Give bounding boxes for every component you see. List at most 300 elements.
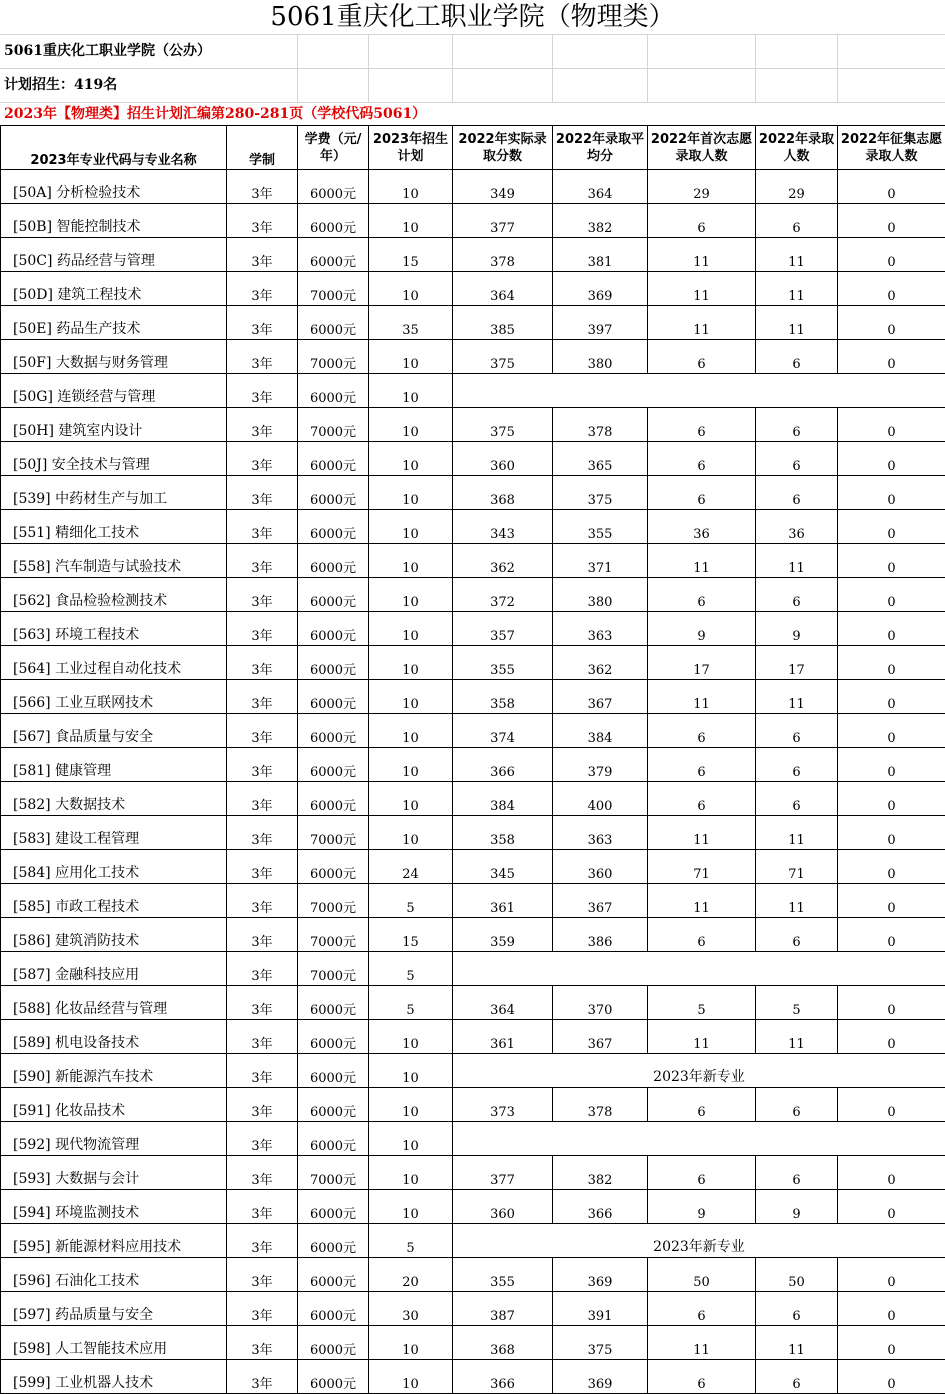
admitted-cell: 6	[756, 782, 838, 816]
score-cell: 361	[453, 1020, 553, 1054]
admitted-cell: 36	[756, 510, 838, 544]
first-cell: 6	[648, 918, 756, 952]
first-cell: 6	[648, 476, 756, 510]
first-cell: 9	[648, 612, 756, 646]
first-cell: 71	[648, 850, 756, 884]
avg-cell: 362	[553, 646, 648, 680]
first-cell: 11	[648, 884, 756, 918]
school-line: 5061重庆化工职业学院（公办）	[0, 35, 945, 69]
fee-cell: 6000元	[298, 850, 369, 884]
score-cell: 343	[453, 510, 553, 544]
major-name-cell: [584] 应用化工技术	[1, 850, 227, 884]
major-name-cell: [566] 工业互联网技术	[1, 680, 227, 714]
table-row	[1, 340, 945, 374]
extra-cell: 0	[838, 884, 945, 918]
table-row	[1, 476, 945, 510]
first-cell: 5	[648, 986, 756, 1020]
years-cell: 3年	[227, 816, 298, 850]
years-cell: 3年	[227, 578, 298, 612]
fee-cell: 6000元	[298, 1054, 369, 1088]
score-cell: 387	[453, 1292, 553, 1326]
first-cell: 36	[648, 510, 756, 544]
first-cell: 6	[648, 340, 756, 374]
years-cell: 3年	[227, 1258, 298, 1292]
extra-cell: 0	[838, 1156, 945, 1190]
fee-cell: 7000元	[298, 272, 369, 306]
years-cell: 3年	[227, 782, 298, 816]
extra-cell: 0	[838, 850, 945, 884]
major-name-cell: [50D] 建筑工程技术	[1, 272, 227, 306]
years-cell: 3年	[227, 884, 298, 918]
header-years: 学制	[227, 126, 298, 170]
score-cell: 355	[453, 1258, 553, 1292]
major-name-cell: [558] 汽车制造与试验技术	[1, 544, 227, 578]
caption: 2023年【物理类】招生计划汇编第280-281页（学校代码5061）	[0, 103, 945, 125]
merged-note-cell: 2023年新专业	[453, 1054, 945, 1088]
fee-cell: 6000元	[298, 1224, 369, 1258]
major-name-cell: [586] 建筑消防技术	[1, 918, 227, 952]
years-cell: 3年	[227, 1190, 298, 1224]
header-plan: 2023年招生计划	[369, 126, 453, 170]
admitted-cell: 9	[756, 612, 838, 646]
years-cell: 3年	[227, 340, 298, 374]
major-name-cell: [50C] 药品经营与管理	[1, 238, 227, 272]
avg-cell: 363	[553, 612, 648, 646]
years-cell: 3年	[227, 918, 298, 952]
avg-cell: 384	[553, 714, 648, 748]
table-row	[1, 1190, 945, 1224]
fee-cell: 6000元	[298, 782, 369, 816]
table-row	[1, 918, 945, 952]
admitted-cell: 6	[756, 340, 838, 374]
fee-cell: 6000元	[298, 714, 369, 748]
extra-cell: 0	[838, 918, 945, 952]
table-row	[1, 1156, 945, 1190]
score-cell: 377	[453, 204, 553, 238]
plan-cell: 5	[369, 884, 453, 918]
plan-line: 计划招生：419名	[0, 69, 945, 103]
plan-cell: 10	[369, 1326, 453, 1360]
major-name-cell: [595] 新能源材料应用技术	[1, 1224, 227, 1258]
header-score: 2022年实际录取分数	[453, 126, 553, 170]
fee-cell: 6000元	[298, 1360, 369, 1394]
admission-table	[0, 125, 945, 1394]
admitted-cell: 6	[756, 1292, 838, 1326]
major-name-cell: [50F] 大数据与财务管理	[1, 340, 227, 374]
years-cell: 3年	[227, 1088, 298, 1122]
major-name-cell: [50A] 分析检验技术	[1, 170, 227, 204]
admitted-cell: 6	[756, 918, 838, 952]
first-cell: 11	[648, 272, 756, 306]
extra-cell: 0	[838, 1190, 945, 1224]
major-name-cell: [587] 金融科技应用	[1, 952, 227, 986]
plan-cell: 10	[369, 1122, 453, 1156]
first-cell: 6	[648, 578, 756, 612]
score-cell: 375	[453, 340, 553, 374]
major-name-cell: [593] 大数据与会计	[1, 1156, 227, 1190]
table-row	[1, 1088, 945, 1122]
plan-cell: 15	[369, 918, 453, 952]
avg-cell: 391	[553, 1292, 648, 1326]
merged-note-cell: 2023年新专业	[453, 1224, 945, 1258]
table-row	[1, 1020, 945, 1054]
extra-cell: 0	[838, 1258, 945, 1292]
plan-cell: 10	[369, 748, 453, 782]
fee-cell: 7000元	[298, 952, 369, 986]
fee-cell: 6000元	[298, 1258, 369, 1292]
merged-note-cell	[453, 1122, 945, 1156]
first-cell: 6	[648, 748, 756, 782]
extra-cell: 0	[838, 1326, 945, 1360]
fee-cell: 6000元	[298, 1122, 369, 1156]
major-name-cell: [50H] 建筑室内设计	[1, 408, 227, 442]
score-cell: 364	[453, 986, 553, 1020]
extra-cell: 0	[838, 1088, 945, 1122]
merged-note-cell	[453, 952, 945, 986]
table-row	[1, 170, 945, 204]
fee-cell: 7000元	[298, 1156, 369, 1190]
fee-cell: 7000元	[298, 884, 369, 918]
years-cell: 3年	[227, 204, 298, 238]
first-cell: 17	[648, 646, 756, 680]
table-row	[1, 646, 945, 680]
avg-cell: 380	[553, 578, 648, 612]
major-name-cell: [594] 环境监测技术	[1, 1190, 227, 1224]
plan-cell: 10	[369, 544, 453, 578]
fee-cell: 6000元	[298, 1190, 369, 1224]
fee-cell: 6000元	[298, 1326, 369, 1360]
years-cell: 3年	[227, 272, 298, 306]
score-cell: 360	[453, 442, 553, 476]
extra-cell: 0	[838, 578, 945, 612]
table-row	[1, 1224, 945, 1258]
table-row	[1, 748, 945, 782]
major-name-cell: [50E] 药品生产技术	[1, 306, 227, 340]
score-cell: 362	[453, 544, 553, 578]
plan-cell: 24	[369, 850, 453, 884]
years-cell: 3年	[227, 748, 298, 782]
admitted-cell: 6	[756, 476, 838, 510]
fee-cell: 6000元	[298, 306, 369, 340]
table-row	[1, 238, 945, 272]
years-cell: 3年	[227, 680, 298, 714]
major-name-cell: [562] 食品检验检测技术	[1, 578, 227, 612]
major-name-cell: [588] 化妆品经营与管理	[1, 986, 227, 1020]
first-cell: 11	[648, 1326, 756, 1360]
admitted-cell: 29	[756, 170, 838, 204]
table-row	[1, 510, 945, 544]
first-cell: 11	[648, 816, 756, 850]
first-cell: 9	[648, 1190, 756, 1224]
score-cell: 373	[453, 1088, 553, 1122]
major-name-cell: [591] 化妆品技术	[1, 1088, 227, 1122]
avg-cell: 386	[553, 918, 648, 952]
header-major: 2023年专业代码与专业名称	[1, 126, 227, 170]
avg-cell: 367	[553, 680, 648, 714]
table-row	[1, 612, 945, 646]
major-name-cell: [589] 机电设备技术	[1, 1020, 227, 1054]
first-cell: 11	[648, 238, 756, 272]
extra-cell: 0	[838, 442, 945, 476]
years-cell: 3年	[227, 850, 298, 884]
table-row	[1, 272, 945, 306]
years-cell: 3年	[227, 408, 298, 442]
plan-cell: 5	[369, 986, 453, 1020]
admitted-cell: 6	[756, 1088, 838, 1122]
avg-cell: 365	[553, 442, 648, 476]
score-cell: 372	[453, 578, 553, 612]
admitted-cell: 6	[756, 442, 838, 476]
first-cell: 6	[648, 1156, 756, 1190]
years-cell: 3年	[227, 986, 298, 1020]
admitted-cell: 11	[756, 1020, 838, 1054]
plan-cell: 10	[369, 714, 453, 748]
extra-cell: 0	[838, 782, 945, 816]
plan-cell: 10	[369, 1020, 453, 1054]
plan-cell: 10	[369, 476, 453, 510]
avg-cell: 380	[553, 340, 648, 374]
merged-note-cell	[453, 374, 945, 408]
avg-cell: 363	[553, 816, 648, 850]
extra-cell: 0	[838, 748, 945, 782]
table-row	[1, 408, 945, 442]
header-admitted: 2022年录取人数	[756, 126, 838, 170]
avg-cell: 371	[553, 544, 648, 578]
years-cell: 3年	[227, 1326, 298, 1360]
table-row	[1, 680, 945, 714]
admitted-cell: 9	[756, 1190, 838, 1224]
avg-cell: 355	[553, 510, 648, 544]
major-name-cell: [50J] 安全技术与管理	[1, 442, 227, 476]
fee-cell: 6000元	[298, 476, 369, 510]
page-title: 5061重庆化工职业学院（物理类）	[0, 0, 945, 35]
avg-cell: 369	[553, 1258, 648, 1292]
plan-cell: 10	[369, 1190, 453, 1224]
first-cell: 11	[648, 1020, 756, 1054]
avg-cell: 369	[553, 272, 648, 306]
plan-cell: 20	[369, 1258, 453, 1292]
admitted-cell: 11	[756, 680, 838, 714]
score-cell: 366	[453, 748, 553, 782]
table-row	[1, 442, 945, 476]
score-cell: 375	[453, 408, 553, 442]
table-row	[1, 204, 945, 238]
fee-cell: 6000元	[298, 748, 369, 782]
fee-cell: 7000元	[298, 918, 369, 952]
fee-cell: 6000元	[298, 1088, 369, 1122]
first-cell: 6	[648, 1088, 756, 1122]
plan-cell: 10	[369, 204, 453, 238]
years-cell: 3年	[227, 1054, 298, 1088]
years-cell: 3年	[227, 510, 298, 544]
table-row	[1, 374, 945, 408]
major-name-cell: [585] 市政工程技术	[1, 884, 227, 918]
plan-cell: 10	[369, 374, 453, 408]
years-cell: 3年	[227, 952, 298, 986]
years-cell: 3年	[227, 170, 298, 204]
fee-cell: 6000元	[298, 578, 369, 612]
score-cell: 377	[453, 1156, 553, 1190]
header-extra: 2022年征集志愿录取人数	[838, 126, 945, 170]
major-name-cell: [592] 现代物流管理	[1, 1122, 227, 1156]
plan-cell: 10	[369, 340, 453, 374]
first-cell: 6	[648, 782, 756, 816]
score-cell: 374	[453, 714, 553, 748]
avg-cell: 369	[553, 1360, 648, 1394]
first-cell: 6	[648, 1292, 756, 1326]
plan-cell: 10	[369, 1156, 453, 1190]
avg-cell: 367	[553, 884, 648, 918]
score-cell: 368	[453, 476, 553, 510]
table-row	[1, 578, 945, 612]
table-row	[1, 782, 945, 816]
fee-cell: 6000元	[298, 680, 369, 714]
extra-cell: 0	[838, 476, 945, 510]
years-cell: 3年	[227, 612, 298, 646]
fee-cell: 6000元	[298, 238, 369, 272]
admitted-cell: 11	[756, 306, 838, 340]
major-name-cell: [599] 工业机器人技术	[1, 1360, 227, 1394]
plan-cell: 10	[369, 272, 453, 306]
first-cell: 11	[648, 680, 756, 714]
plan-cell: 30	[369, 1292, 453, 1326]
major-name-cell: [50B] 智能控制技术	[1, 204, 227, 238]
avg-cell: 381	[553, 238, 648, 272]
plan-cell: 35	[369, 306, 453, 340]
extra-cell: 0	[838, 204, 945, 238]
extra-cell: 0	[838, 986, 945, 1020]
plan-cell: 10	[369, 680, 453, 714]
score-cell: 358	[453, 680, 553, 714]
extra-cell: 0	[838, 272, 945, 306]
plan-cell: 5	[369, 1224, 453, 1258]
first-cell: 6	[648, 442, 756, 476]
avg-cell: 370	[553, 986, 648, 1020]
major-name-cell: [590] 新能源汽车技术	[1, 1054, 227, 1088]
score-cell: 368	[453, 1326, 553, 1360]
extra-cell: 0	[838, 1360, 945, 1394]
extra-cell: 0	[838, 306, 945, 340]
years-cell: 3年	[227, 238, 298, 272]
score-cell: 384	[453, 782, 553, 816]
years-cell: 3年	[227, 476, 298, 510]
score-cell: 357	[453, 612, 553, 646]
fee-cell: 6000元	[298, 170, 369, 204]
admitted-cell: 6	[756, 714, 838, 748]
table-body	[1, 170, 945, 1394]
avg-cell: 382	[553, 1156, 648, 1190]
avg-cell: 366	[553, 1190, 648, 1224]
admitted-cell: 11	[756, 816, 838, 850]
admitted-cell: 5	[756, 986, 838, 1020]
major-name-cell: [567] 食品质量与安全	[1, 714, 227, 748]
admitted-cell: 11	[756, 544, 838, 578]
score-cell: 345	[453, 850, 553, 884]
header-fee: 学费（元/年）	[298, 126, 369, 170]
extra-cell: 0	[838, 510, 945, 544]
score-cell: 349	[453, 170, 553, 204]
major-name-cell: [551] 精细化工技术	[1, 510, 227, 544]
header-first: 2022年首次志愿录取人数	[648, 126, 756, 170]
major-name-cell: [563] 环境工程技术	[1, 612, 227, 646]
avg-cell: 382	[553, 204, 648, 238]
admitted-cell: 6	[756, 748, 838, 782]
plan-cell: 10	[369, 816, 453, 850]
fee-cell: 6000元	[298, 442, 369, 476]
admitted-cell: 6	[756, 204, 838, 238]
fee-cell: 6000元	[298, 544, 369, 578]
table-row	[1, 1122, 945, 1156]
years-cell: 3年	[227, 1360, 298, 1394]
header-row	[1, 126, 945, 170]
extra-cell: 0	[838, 340, 945, 374]
plan-cell: 10	[369, 646, 453, 680]
extra-cell: 0	[838, 408, 945, 442]
score-cell: 378	[453, 238, 553, 272]
table-row	[1, 1054, 945, 1088]
table-row	[1, 952, 945, 986]
avg-cell: 378	[553, 408, 648, 442]
score-cell: 361	[453, 884, 553, 918]
fee-cell: 6000元	[298, 374, 369, 408]
score-cell: 358	[453, 816, 553, 850]
fee-cell: 6000元	[298, 204, 369, 238]
years-cell: 3年	[227, 1122, 298, 1156]
admitted-cell: 11	[756, 884, 838, 918]
fee-cell: 6000元	[298, 510, 369, 544]
first-cell: 11	[648, 306, 756, 340]
table-row	[1, 850, 945, 884]
header-avg: 2022年录取平均分	[553, 126, 648, 170]
score-cell: 355	[453, 646, 553, 680]
table-row	[1, 544, 945, 578]
avg-cell: 378	[553, 1088, 648, 1122]
major-name-cell: [564] 工业过程自动化技术	[1, 646, 227, 680]
plan-cell: 10	[369, 1054, 453, 1088]
table-row	[1, 1292, 945, 1326]
major-name-cell: [50G] 连锁经营与管理	[1, 374, 227, 408]
major-name-cell: [583] 建设工程管理	[1, 816, 227, 850]
major-name-cell: [582] 大数据技术	[1, 782, 227, 816]
table-row	[1, 884, 945, 918]
avg-cell: 397	[553, 306, 648, 340]
table-row	[1, 1258, 945, 1292]
admitted-cell: 6	[756, 408, 838, 442]
plan-cell: 10	[369, 612, 453, 646]
table-row	[1, 1326, 945, 1360]
first-cell: 6	[648, 1360, 756, 1394]
plan-cell: 10	[369, 782, 453, 816]
plan-cell: 15	[369, 238, 453, 272]
admitted-cell: 50	[756, 1258, 838, 1292]
extra-cell: 0	[838, 238, 945, 272]
avg-cell: 367	[553, 1020, 648, 1054]
plan-cell: 10	[369, 1088, 453, 1122]
score-cell: 360	[453, 1190, 553, 1224]
first-cell: 6	[648, 408, 756, 442]
plan-cell: 10	[369, 408, 453, 442]
years-cell: 3年	[227, 1020, 298, 1054]
score-cell: 366	[453, 1360, 553, 1394]
table-row	[1, 306, 945, 340]
years-cell: 3年	[227, 544, 298, 578]
first-cell: 6	[648, 204, 756, 238]
extra-cell: 0	[838, 680, 945, 714]
admitted-cell: 6	[756, 1156, 838, 1190]
avg-cell: 375	[553, 1326, 648, 1360]
major-name-cell: [597] 药品质量与安全	[1, 1292, 227, 1326]
extra-cell: 0	[838, 816, 945, 850]
